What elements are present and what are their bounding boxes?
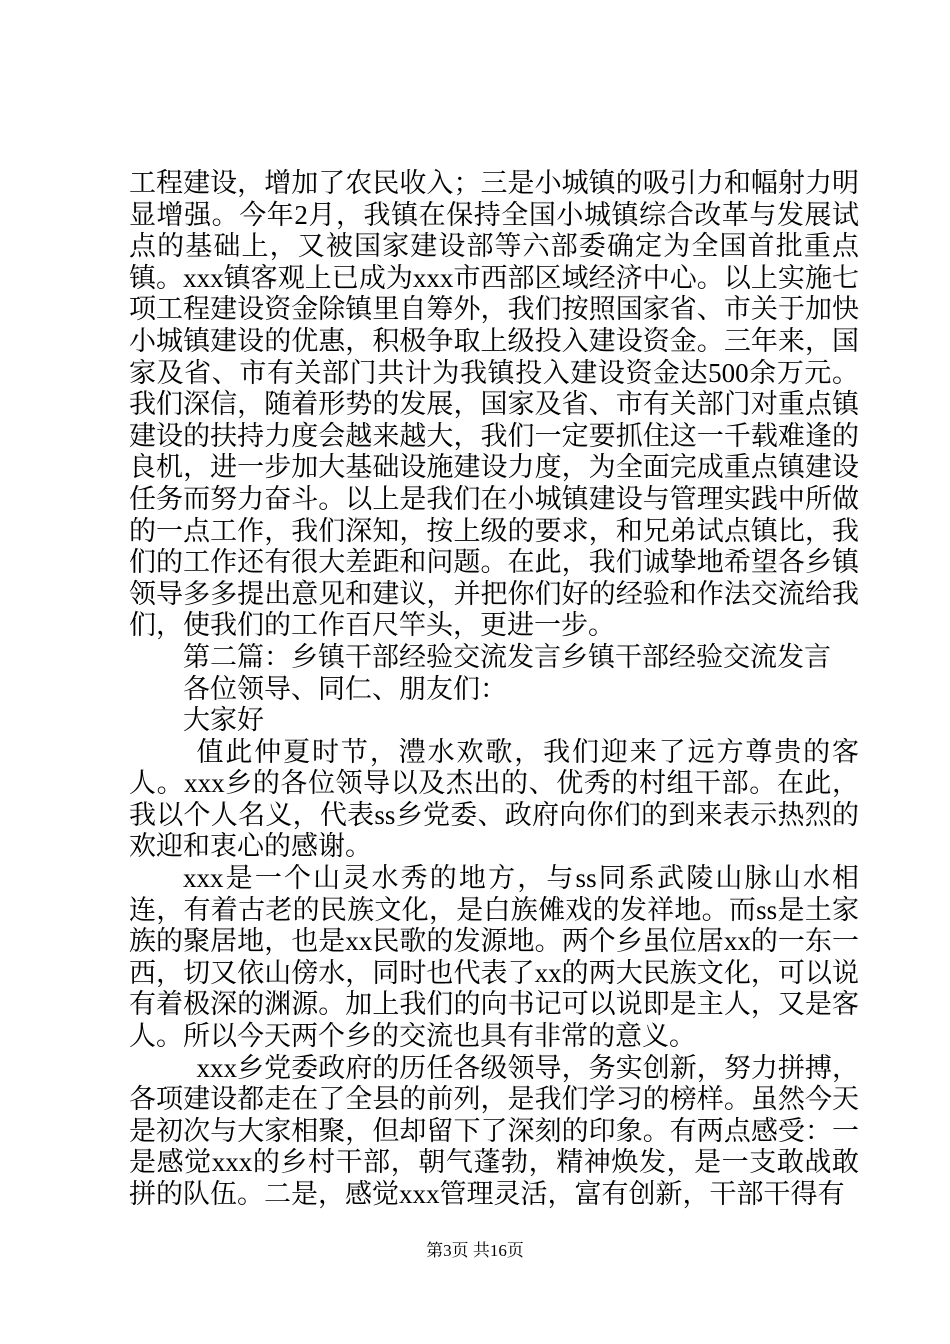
paragraph: 值此仲夏时节，澧水欢歌，我们迎来了远方尊贵的客人。xxx乡的各位领导以及杰出的、优秀的村组干部。在此，我以个人名义，代表ss乡党委、政府向你们的到来表示热烈的欢迎和衷心的感谢。 (129, 736, 859, 862)
paragraph: 第二篇：乡镇干部经验交流发言乡镇干部经验交流发言 (183, 641, 831, 672)
document-body (129, 168, 859, 1211)
paragraph: xxx乡党委政府的历任各级领导，务实创新，努力拼搏，各项建设都走在了全县的前列，是我们学习的榜样。虽然今天是初次与大家相聚，但却留下了深刻的印象。有两点感受：一是感觉xxx的乡村干部，朝气蓬勃，精神焕发，是一支敢战敢拼的队伍。二是，感觉xxx管理灵活，富有创新，干部干得有 (129, 1052, 859, 1209)
paragraph: 各位领导、同仁、朋友们： (183, 673, 507, 704)
page-footer (0, 1236, 950, 1261)
paragraph: xxx是一个山灵水秀的地方，与ss同系武陵山脉山水相连，有着古老的民族文化，是白族傩戏的发祥地。而ss是土家族的聚居地，也是xx民歌的发源地。两个乡虽位居xx的一东一西，切又依山傍水，同时也代表了xx的两大民族文化，可以说有着极深的渊源。加上我们的向书记可以说即是主人，又是客人。所以今天两个乡的交流也具有非常的意义。 (129, 863, 859, 1052)
paragraph: 大家好 (183, 705, 264, 736)
page-number: 第3页 共16页 (426, 1241, 524, 1260)
paragraph: 工程建设，增加了农民收入；三是小城镇的吸引力和幅射力明显增强。今年2月，我镇在保持全国小城镇综合改革与发展试点的基础上，又被国家建设部等六部委确定为全国首批重点镇。xxx镇客观上已成为xxx市西部区域经济中心。以上实施七项工程建设资金除镇里自筹外，我们按照国家省、市关于加快小城镇建设的优惠，积极争取上级投入建设资金。三年来，国家及省、市有关部门共计为我镇投入建设资金达500余万元。我们深信，随着形势的发展，国家及省、市有关部门对重点镇建设的扶持力度会越来越大，我们一定要抓住这一千载难逢的良机，进一步加大基础设施建设力度，为全面完成重点镇建设任务而努力奋斗。以上是我们在小城镇建设与管理实践中所做的一点工作，我们深知，按上级的要求，和兄弟试点镇比，我们的工作还有很大差距和问题。在此，我们诚挚地希望各乡镇领导多多提出意见和建议，并把你们好的经验和作法交流给我们，使我们的工作百尺竿头，更进一步。 (129, 168, 859, 641)
